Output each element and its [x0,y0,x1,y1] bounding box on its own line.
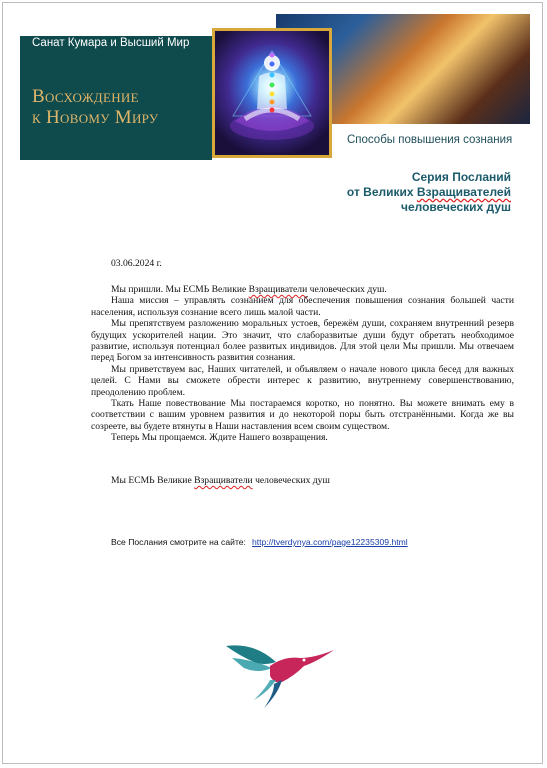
series-line1: Серия Посланий [411,170,511,184]
meditation-figure-image [215,31,329,155]
site-title-line1: Восхождение [32,86,139,107]
p1-prefix: Мы пришли. Мы ЕСМЬ Великие [111,284,249,295]
footer-label: Все Послания смотрите на сайте: [111,537,246,547]
letter-date: 03.06.2024 г. [111,258,162,269]
sig-word: Взращиватели [194,475,253,486]
letter-body [91,284,514,444]
site-title [32,86,202,128]
paragraph-2: Наша миссия – управлять сознанием для обеспечения повышения сознания большей части населения, используя сознание всего лишь малой части. [91,295,514,318]
series-line3: человеческих душ [400,200,511,214]
header-banner [20,14,530,160]
series-line2-prefix: от Великих [346,185,417,199]
series-line2 [347,185,511,200]
meditation-art-frame [212,28,332,158]
letter-signature [111,475,330,486]
brand-name: Санат Кумара и Высший Мир [32,37,190,49]
sig-suffix: человеческих душ [252,475,330,486]
series-line2-word: Взращивателей [416,185,511,199]
site-title-line2: к Новому Миру [32,107,159,128]
paragraph-3: Мы препятствуем разложению моральных устоев, бережём души, сохраняем внутренний резерв будущих ускорителей нации. Это значит, что слаборазвитые души будут обретать необходимое развитие, используя потенциал более развитых индивидов. Для этой цели Мы пришли. Мы отвечаем перед Богом за интенсивность развития сознания. [91,318,514,364]
tagline: Способы повышения сознания [347,134,513,146]
p1-suffix: человеческих душ. [307,284,387,295]
series-heading [347,170,511,215]
chakra-figure-icon [215,31,329,155]
sig-prefix: Мы ЕСМЬ Великие [111,475,195,486]
paragraph-1 [91,284,514,295]
paragraph-5: Ткать Наше повествование Мы постараемся коротко, но понятно. Вы можете внимать ему в соответствии с вашим уровнем развития и до некоторой поры быть отстранёнными. Когда же вы созреете, вы будете втянуты в Наши наставления всем своим существом. [91,398,514,432]
site-link[interactable]: http://tverdynya.com/page12235309.html [251,537,408,547]
paragraph-4: Мы приветствуем вас, Наших читателей, и объявляем о начале нового цикла бесед для важных целей. С Нами вы сможете обрести интерес к развитию, внутреннему совершенствованию, преодолению проблем. [91,363,514,398]
footer-line [111,537,408,547]
p1-word: Взращиватели [248,284,308,295]
hummingbird-icon [224,636,336,710]
paragraph-6: Теперь Мы прощаемся. Ждите Нашего возвращения. [111,432,328,444]
